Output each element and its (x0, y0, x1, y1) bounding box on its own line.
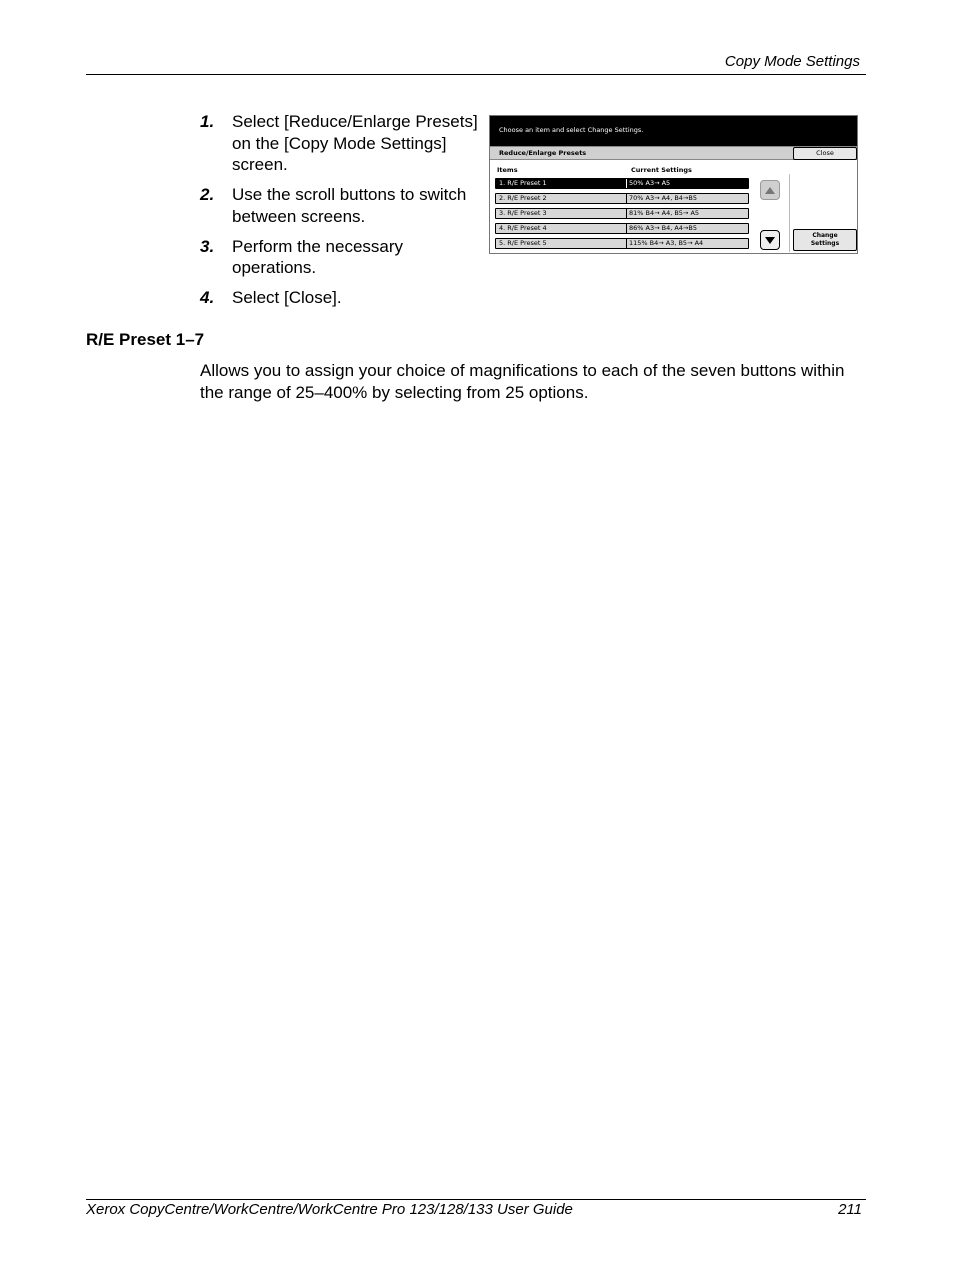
preset-row[interactable] (495, 223, 749, 234)
arrow-down-icon (765, 237, 775, 244)
page-number: 211 (838, 1201, 862, 1218)
step-number: 2. (200, 185, 215, 204)
preset-name: 4. R/E Preset 4 (499, 224, 547, 232)
screen-title-bar (490, 146, 857, 160)
close-button[interactable]: Close (793, 147, 857, 160)
change-settings-label-line1: Change (812, 232, 838, 239)
step-item (200, 287, 482, 309)
step-item (200, 236, 482, 279)
preset-name: 1. R/E Preset 1 (499, 179, 547, 187)
current-settings-column-header: Current Settings (631, 166, 692, 174)
step-text: Use the scroll buttons to switch between screens. (232, 185, 467, 226)
panel-divider (789, 174, 790, 252)
screen-title: Reduce/Enlarge Presets (499, 149, 587, 157)
preset-name: 5. R/E Preset 5 (499, 239, 547, 247)
preset-row[interactable] (495, 208, 749, 219)
step-text: Perform the necessary operations. (232, 236, 404, 277)
step-number: 3. (200, 236, 215, 256)
preset-list (495, 178, 749, 253)
step-item (200, 184, 482, 227)
footer-rule (86, 1199, 866, 1200)
screen-capture (489, 115, 858, 254)
scroll-down-button[interactable] (760, 230, 780, 250)
footer-guide-title: Xerox CopyCentre/WorkCentre/WorkCentre Pro 123/128/133 User Guide (86, 1201, 573, 1218)
screen-prompt: Choose an item and select Change Settings. (499, 126, 644, 134)
preset-value: 86% A3→ B4, A4→B5 (626, 224, 697, 233)
running-header: Copy Mode Settings (724, 53, 860, 70)
change-settings-button[interactable] (793, 229, 857, 251)
change-settings-label-line2: Settings (810, 240, 840, 247)
screen-message-bar (490, 116, 857, 146)
preset-row[interactable] (495, 193, 749, 204)
step-list (200, 111, 482, 317)
step-number: 1. (200, 112, 215, 131)
section-heading: R/E Preset 1–7 (86, 330, 205, 349)
preset-row[interactable] (495, 178, 749, 189)
preset-name: 2. R/E Preset 2 (499, 194, 547, 202)
preset-value: 81% B4→ A4, B5→ A5 (626, 209, 699, 218)
step-item (200, 111, 482, 176)
step-number: 4. (200, 288, 215, 307)
preset-name: 3. R/E Preset 3 (499, 209, 547, 217)
items-column-header: Items (497, 166, 518, 174)
preset-value: 115% B4→ A3, B5→ A4 (626, 239, 703, 248)
step-text: Select [Reduce/Enlarge Presets] on the [Copy Mode Settings] screen. (232, 112, 478, 174)
preset-row[interactable] (495, 238, 749, 249)
step-text: Select [Close]. (232, 288, 342, 307)
preset-value: 70% A3→ A4, B4→B5 (626, 194, 697, 203)
section-body: Allows you to assign your choice of magnifications to each of the seven buttons within the range of 25–400% by selecting from 25 options. (200, 361, 845, 402)
scroll-up-button[interactable] (760, 180, 780, 200)
header-rule (86, 74, 866, 75)
preset-value: 50% A3→ A5 (626, 179, 670, 188)
arrow-up-icon (765, 187, 775, 194)
